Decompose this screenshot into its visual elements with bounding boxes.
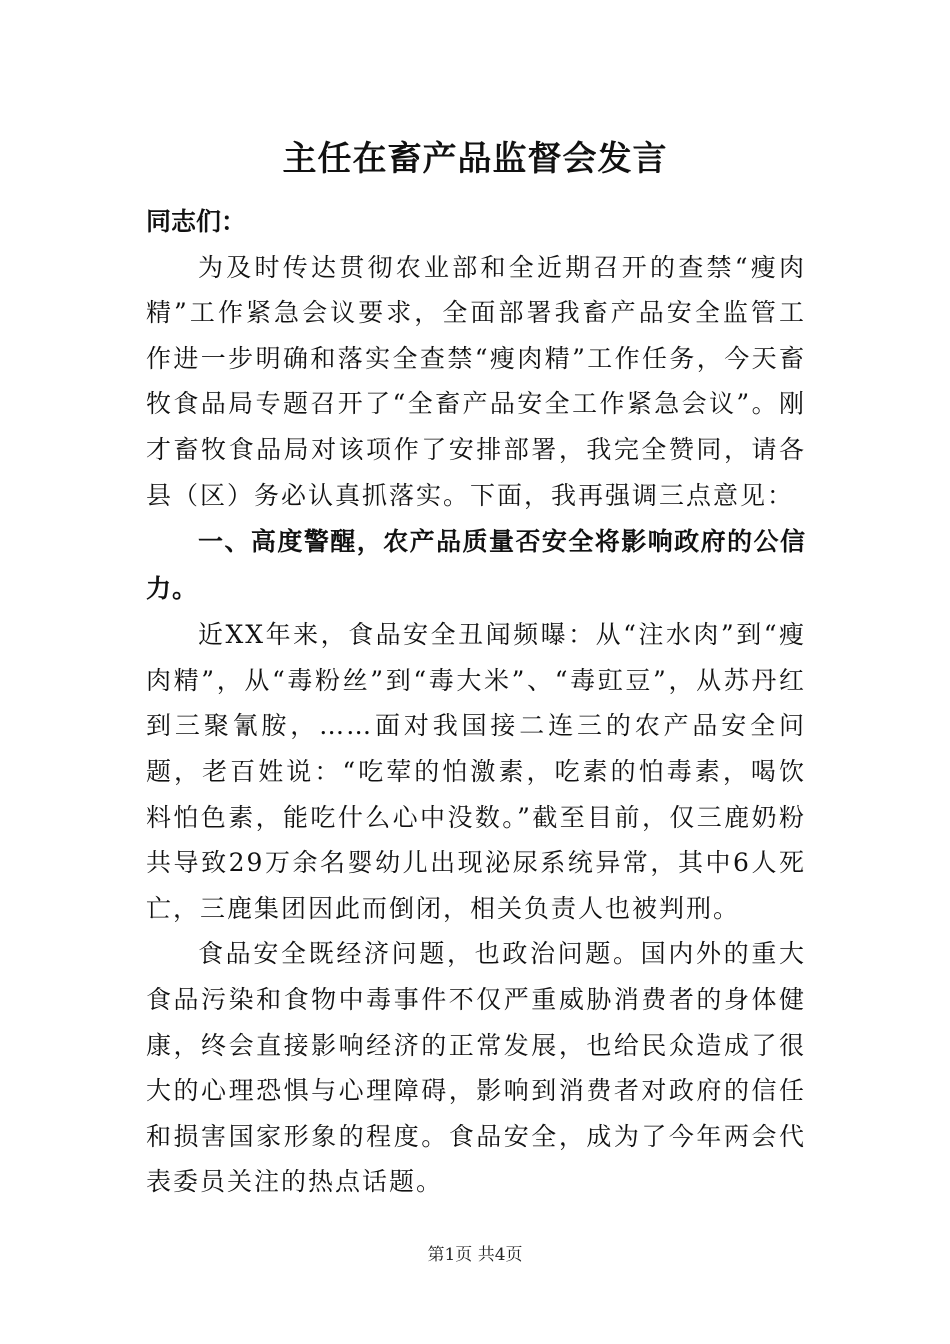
document-body [146,199,806,1205]
salutation: 同志们： [146,207,247,236]
page-title: 主任在畜产品监督会发言 [282,139,668,179]
paragraph-food-scandals: 近XX年来，食品安全丑闻频曝：从“注水肉”到“瘦肉精”，从“毒粉丝”到“毒大米”、“毒豇豆”，从苏丹红到三聚氰胺，……面对我国接二连三的农产品安全问题，老百姓说：“吃荤的怕激素，吃素的怕毒素，喝饮料怕色素，能吃什么心中没数。”截至目前，仅三鹿奶粉共导致29万余名婴幼儿出现泌尿系统异常，其中6人死亡，三鹿集团因此而倒闭，相关负责人也被判刑。 [146,620,806,923]
page-number-footer: 第1页 共4页 [427,1245,523,1265]
paragraph-intro: 为及时传达贯彻农业部和全近期召开的查禁“瘦肉精”工作紧急会议要求，全面部署我畜产品安全监管工作进一步明确和落实全查禁“瘦肉精”工作任务，今天畜牧食品局专题召开了“全畜产品安全工作紧急会议”。刚才畜牧食品局对该项作了安排部署，我完全赞同，请各县（区）务必认真抓落实。下面，我再强调三点意见： [146,252,806,510]
paragraph-food-safety-politics: 食品安全既经济问题，也政治问题。国内外的重大食品污染和食物中毒事件不仅严重威胁消费者的身体健康，终会直接影响经济的正常发展，也给民众造成了很大的心理恐惧与心理障碍，影响到消费者对政府的信任和损害国家形象的程度。食品安全，成为了今年两会代表委员关注的热点话题。 [146,939,806,1197]
section-heading-1: 一、高度警醒，农产品质量否安全将影响政府的公信力。 [146,527,806,604]
